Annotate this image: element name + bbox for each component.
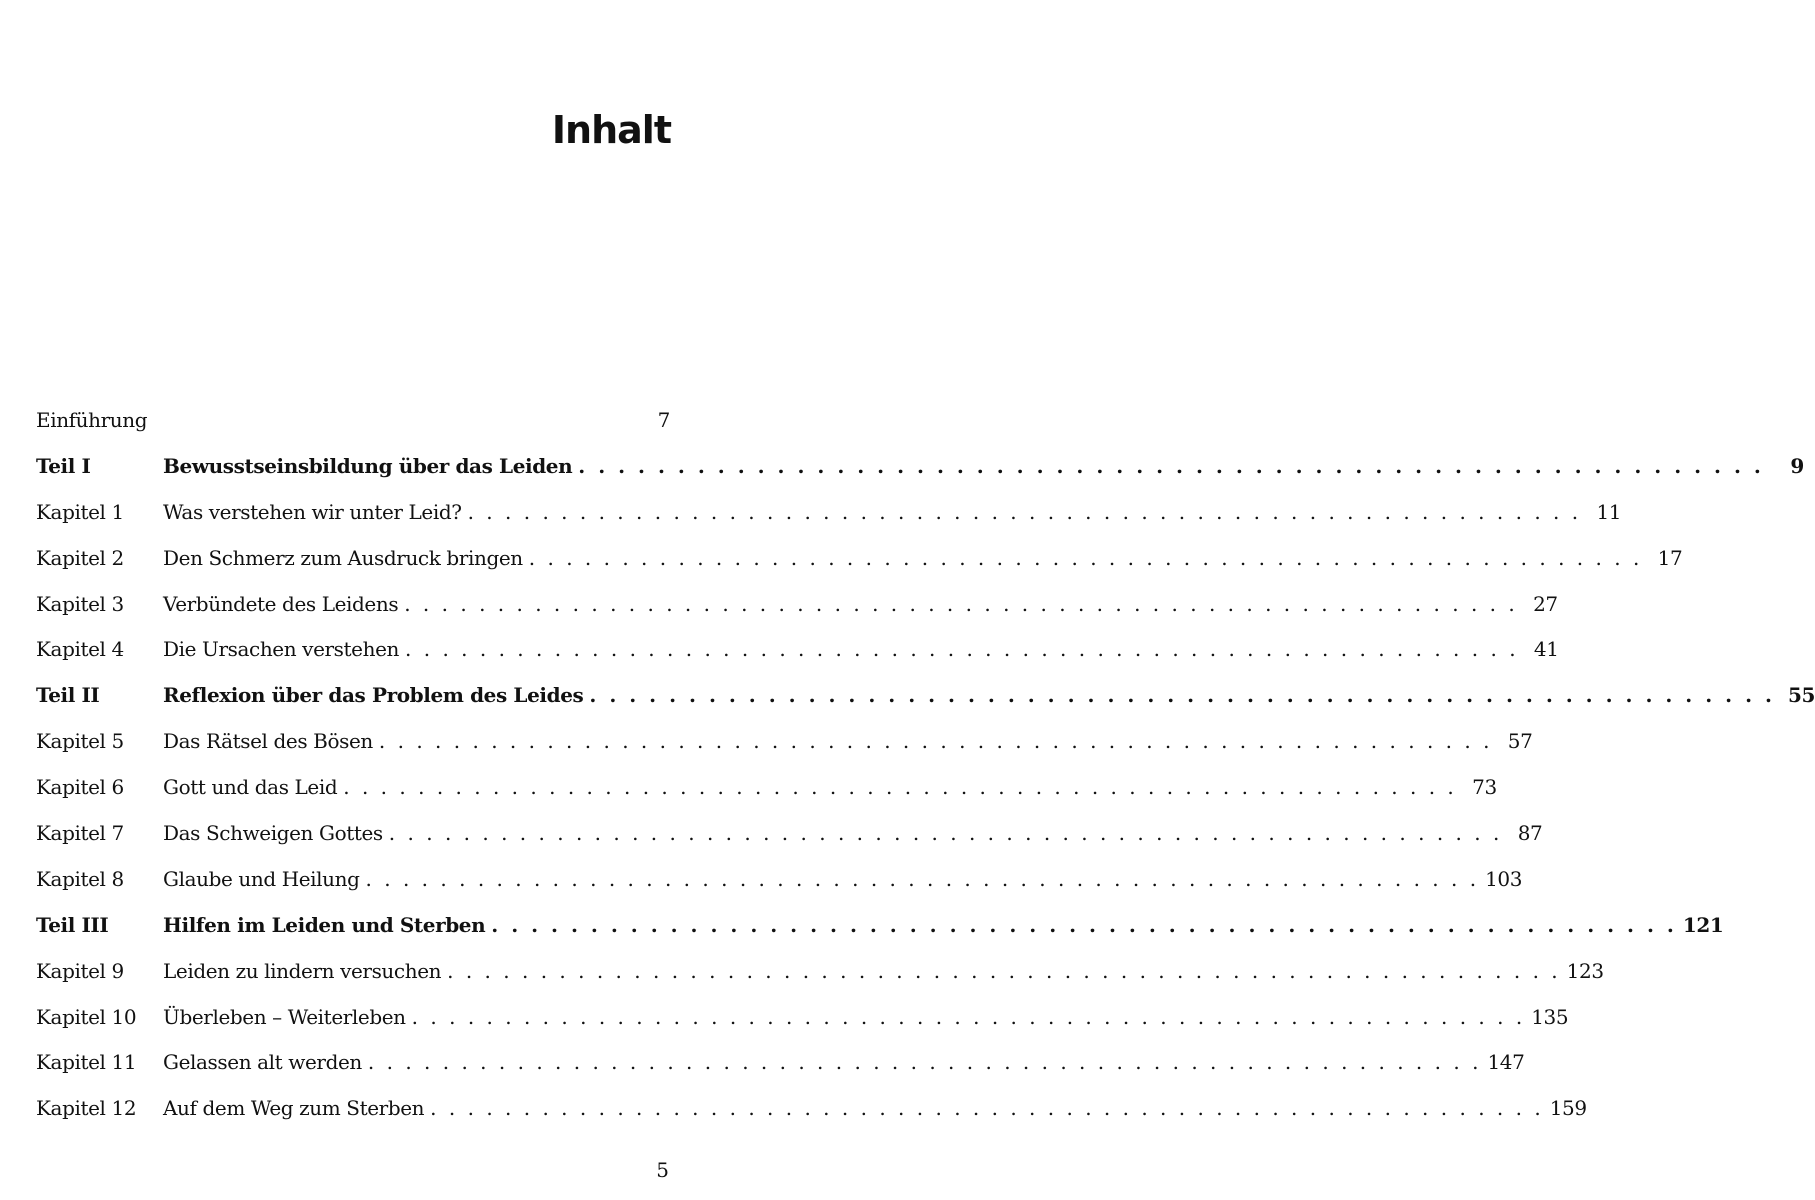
dot-leader: . . . . . . . . . . . . . . . . . . . . . . . . . . . . . . . . . . . . . . . . . . . . . . . . . . . . . . . . . . . .	[411, 1004, 1526, 1029]
dot-leader: . . . . . . . . . . . . . . . . . . . . . . . . . . . . . . . . . . . . . . . . . . . . . . . . . . . . . . . . . . . .	[491, 912, 1677, 937]
table-of-contents	[36, 398, 1815, 1132]
toc-entry-title: Bewusstseinsbildung über das Leiden	[163, 453, 573, 478]
toc-entry[interactable]	[36, 673, 1815, 719]
toc-entry-title: Überleben – Weiterleben	[163, 1004, 406, 1029]
toc-entry-label: Kapitel 6	[36, 775, 124, 800]
dot-leader: . . . . . . . . . . . . . . . . . . . . . . . . . . . . . . . . . . . . . . . . . . . . . . . . . . . . . . . . . . . .	[343, 775, 1457, 800]
toc-entry[interactable]	[36, 949, 1604, 995]
toc-entry-label: Kapitel 10	[36, 1004, 137, 1029]
toc-entry-label: Kapitel 11	[36, 1050, 137, 1075]
toc-entry[interactable]	[36, 536, 1683, 582]
toc-entry-page-number: 135	[1531, 1004, 1569, 1029]
toc-entry-label: Kapitel 5	[36, 729, 124, 754]
toc-entry[interactable]	[36, 995, 1569, 1041]
dot-leader: . . . . . . . . . . . . . . . . . . . . . . . . . . . . . . . . . . . . . . . . . . . . . . . . . . . . . . . . . . . .	[447, 958, 1561, 983]
toc-entry-page-number: 103	[1485, 866, 1523, 891]
toc-entry-label: Kapitel 8	[36, 866, 124, 891]
toc-entry-title: Hilfen im Leiden und Sterben	[163, 912, 486, 937]
toc-entry-page-number: 147	[1487, 1050, 1525, 1075]
toc-entry-title: Das Rätsel des Bösen	[163, 729, 373, 754]
toc-entry[interactable]	[36, 857, 1523, 903]
toc-entry-page-number: 9	[1790, 453, 1804, 478]
toc-entry-page-number: 123	[1566, 958, 1604, 983]
toc-entry[interactable]	[36, 398, 670, 444]
dot-leader: . . . . . . . . . . . . . . . . . . . . . . . . . . . . . . . . . . . . . . . . . . . . . . . . . . . . . . . . . . . .	[404, 591, 1518, 616]
toc-entry-label: Kapitel 1	[36, 499, 124, 524]
toc-entry[interactable]	[36, 490, 1622, 536]
toc-entry-title: Gelassen alt werden	[163, 1050, 362, 1075]
toc-entry-title: Den Schmerz zum Ausdruck bringen	[163, 545, 523, 570]
toc-entry-label: Kapitel 3	[36, 591, 124, 616]
toc-entry-label: Kapitel 9	[36, 958, 124, 983]
toc-entry-label: Teil I	[36, 453, 91, 478]
dot-leader: . . . . . . . . . . . . . . . . . . . . . . . . . . . . . . . . . . . . . . . . . . . . . . . . . . . . . . . . . . . .	[367, 1050, 1482, 1075]
toc-entry-label: Kapitel 4	[36, 637, 124, 662]
toc-entry-title: Gott und das Leid	[163, 775, 338, 800]
toc-entry-page-number: 87	[1517, 821, 1543, 846]
dot-leader: . . . . . . . . . . . . . . . . . . . . . . . . . . . . . . . . . . . . . . . . . . . . . . . . . . . . . . . . . . . .	[528, 545, 1643, 570]
toc-entry[interactable]	[36, 765, 1497, 811]
toc-entry-title: Glaube und Heilung	[163, 866, 360, 891]
toc-entry-title: Das Schweigen Gottes	[163, 821, 383, 846]
dot-leader: . . . . . . . . . . . . . . . . . . . . . . . . . . . . . . . . . . . . . . . . . . . . . . . . . . . . . . . . . . . .	[578, 453, 1764, 478]
toc-entry[interactable]	[36, 627, 1559, 673]
toc-entry-title: Verbündete des Leidens	[163, 591, 399, 616]
toc-entry[interactable]	[36, 903, 1724, 949]
toc-entry-title: Die Ursachen verstehen	[163, 637, 400, 662]
toc-entry-page-number: 7	[657, 408, 670, 432]
page-heading: Inhalt	[551, 108, 671, 152]
toc-entry-label: Einführung	[36, 408, 148, 432]
toc-entry-page-number: 27	[1533, 591, 1558, 616]
dot-leader: . . . . . . . . . . . . . . . . . . . . . . . . . . . . . . . . . . . . . . . . . . . . . . . . . . . . . . . . . . . .	[378, 729, 1493, 754]
dot-leader: . . . . . . . . . . . . . . . . . . . . . . . . . . . . . . . . . . . . . . . . . . . . . . . . . . . . . . . . . . . .	[467, 499, 1582, 524]
toc-entry[interactable]	[36, 582, 1558, 628]
toc-entry-label: Kapitel 7	[36, 821, 124, 846]
dot-leader: . . . . . . . . . . . . . . . . . . . . . . . . . . . . . . . . . . . . . . . . . . . . . . . . . . . . . . . . . . . .	[365, 866, 1480, 891]
toc-entry-title: Was verstehen wir unter Leid?	[163, 499, 462, 524]
toc-entry[interactable]	[36, 444, 1804, 490]
toc-entry-page-number: 73	[1472, 775, 1497, 800]
toc-entry[interactable]	[36, 811, 1543, 857]
toc-entry[interactable]	[36, 1040, 1525, 1086]
toc-entry-label: Kapitel 2	[36, 545, 124, 570]
toc-entry-page-number: 17	[1657, 545, 1683, 570]
toc-entry-page-number: 121	[1682, 912, 1724, 937]
toc-entry-page-number: 41	[1533, 637, 1559, 662]
toc-entry-title: Auf dem Weg zum Sterben	[163, 1096, 425, 1121]
dot-leader: . . . . . . . . . . . . . . . . . . . . . . . . . . . . . . . . . . . . . . . . . . . . . . . . . . . . . . . . . . . .	[589, 683, 1775, 708]
dot-leader: . . . . . . . . . . . . . . . . . . . . . . . . . . . . . . . . . . . . . . . . . . . . . . . . . . . . . . . . . . . .	[405, 637, 1519, 662]
toc-entry-title: Leiden zu lindern versuchen	[163, 958, 442, 983]
page-number: 5	[656, 1158, 669, 1182]
toc-entry-page-number: 57	[1507, 729, 1533, 754]
toc-entry-page-number: 159	[1549, 1096, 1587, 1121]
toc-entry-page-number: 55	[1787, 683, 1815, 708]
dot-leader: . . . . . . . . . . . . . . . . . . . . . . . . . . . . . . . . . . . . . . . . . . . . . . . . . . . . . . . . . . . .	[388, 821, 1503, 846]
toc-entry-label: Teil III	[36, 912, 109, 937]
toc-entry-title: Reflexion über das Problem des Leides	[163, 683, 584, 708]
toc-entry[interactable]	[36, 719, 1533, 765]
toc-entry-label: Teil II	[36, 683, 100, 708]
dot-leader: . . . . . . . . . . . . . . . . . . . . . . . . . . . . . . . . . . . . . . . . . . . . . . . . . . . . . . . . . . . .	[430, 1096, 1544, 1121]
toc-entry-page-number: 11	[1596, 499, 1622, 524]
toc-entry[interactable]	[36, 1086, 1587, 1132]
toc-entry-label: Kapitel 12	[36, 1096, 137, 1121]
